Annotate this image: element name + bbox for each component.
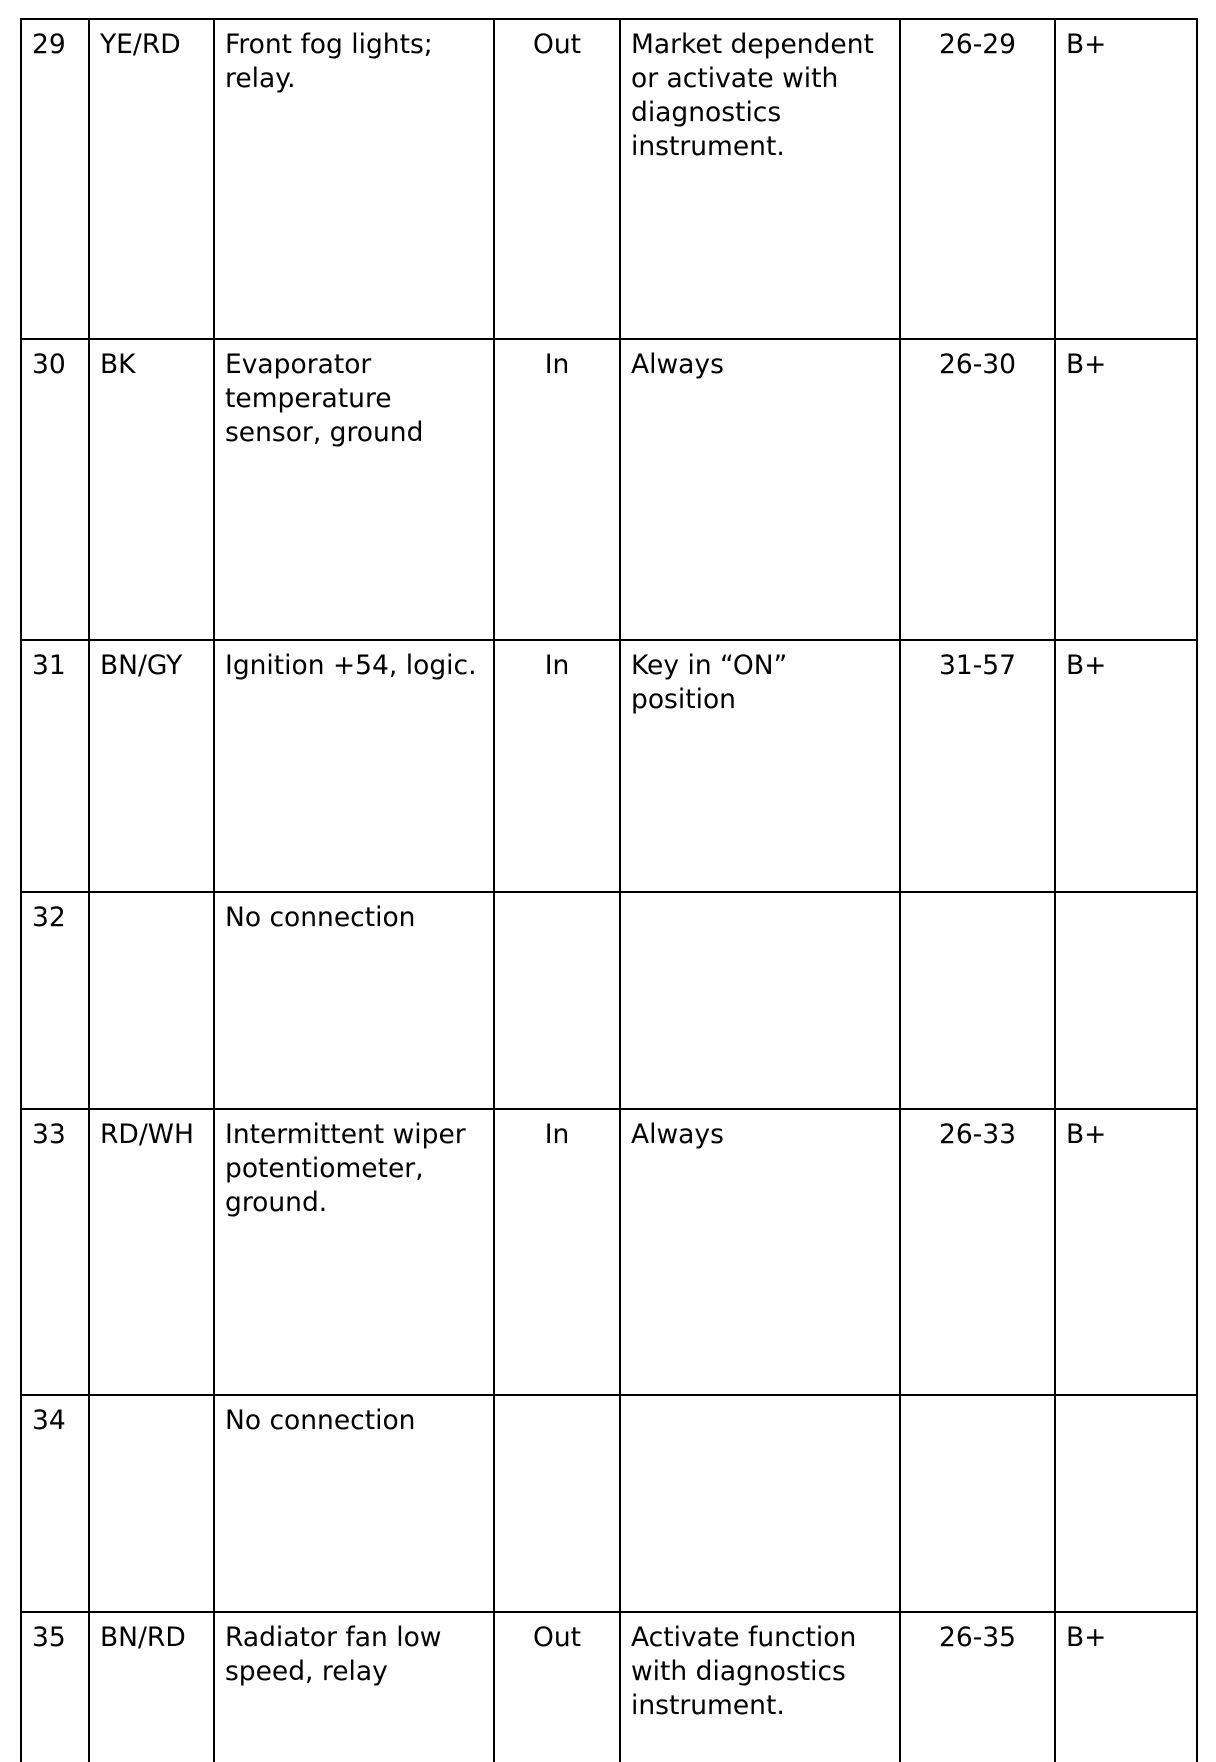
value-cell: B+: [1055, 339, 1197, 640]
wire-color-cell: YE/RD: [89, 19, 214, 339]
measure-points-cell: 26-33: [900, 1109, 1055, 1395]
measure-points-cell: 31-57: [900, 640, 1055, 892]
condition-cell: Always: [620, 1109, 900, 1395]
direction-cell: In: [494, 1109, 620, 1395]
wire-color-cell: RD/WH: [89, 1109, 214, 1395]
direction-cell: In: [494, 640, 620, 892]
direction-cell: In: [494, 339, 620, 640]
function-cell: Evaporator temperature sensor, ground: [214, 339, 494, 640]
pin-number-cell: 29: [21, 19, 89, 339]
value-cell: B+: [1055, 19, 1197, 339]
pin-number-cell: 30: [21, 339, 89, 640]
wire-color-cell: [89, 892, 214, 1109]
wire-color-cell: [89, 1395, 214, 1612]
wire-color-cell: BN/RD: [89, 1612, 214, 1762]
pin-number-cell: 32: [21, 892, 89, 1109]
measure-points-cell: 26-29: [900, 19, 1055, 339]
function-cell: Ignition +54, logic.: [214, 640, 494, 892]
table-body: [21, 19, 1197, 1762]
pin-table: [20, 18, 1198, 1762]
function-cell: No connection: [214, 892, 494, 1109]
direction-cell: [494, 1395, 620, 1612]
measure-points-cell: 26-35: [900, 1612, 1055, 1762]
pin-number-cell: 33: [21, 1109, 89, 1395]
table-row: [21, 1395, 1197, 1612]
table-row: [21, 1109, 1197, 1395]
direction-cell: Out: [494, 19, 620, 339]
condition-cell: Always: [620, 339, 900, 640]
value-cell: B+: [1055, 640, 1197, 892]
function-cell: Intermittent wiper potentiometer, ground.: [214, 1109, 494, 1395]
function-cell: Front fog lights; relay.: [214, 19, 494, 339]
table-row: [21, 339, 1197, 640]
condition-cell: [620, 892, 900, 1109]
table-row: [21, 640, 1197, 892]
condition-cell: Activate function with diagnostics instrument.: [620, 1612, 900, 1762]
pin-number-cell: 31: [21, 640, 89, 892]
condition-cell: Market dependent or activate with diagnostics instrument.: [620, 19, 900, 339]
value-cell: B+: [1055, 1612, 1197, 1762]
value-cell: [1055, 892, 1197, 1109]
pin-number-cell: 34: [21, 1395, 89, 1612]
measure-points-cell: [900, 892, 1055, 1109]
wire-color-cell: BN/GY: [89, 640, 214, 892]
value-cell: [1055, 1395, 1197, 1612]
function-cell: Radiator fan low speed, relay: [214, 1612, 494, 1762]
direction-cell: Out: [494, 1612, 620, 1762]
table-row: [21, 19, 1197, 339]
condition-cell: [620, 1395, 900, 1612]
direction-cell: [494, 892, 620, 1109]
function-cell: No connection: [214, 1395, 494, 1612]
pin-number-cell: 35: [21, 1612, 89, 1762]
measure-points-cell: 26-30: [900, 339, 1055, 640]
table-row: [21, 892, 1197, 1109]
value-cell: B+: [1055, 1109, 1197, 1395]
table-row: [21, 1612, 1197, 1762]
wire-color-cell: BK: [89, 339, 214, 640]
condition-cell: Key in “ON” position: [620, 640, 900, 892]
measure-points-cell: [900, 1395, 1055, 1612]
